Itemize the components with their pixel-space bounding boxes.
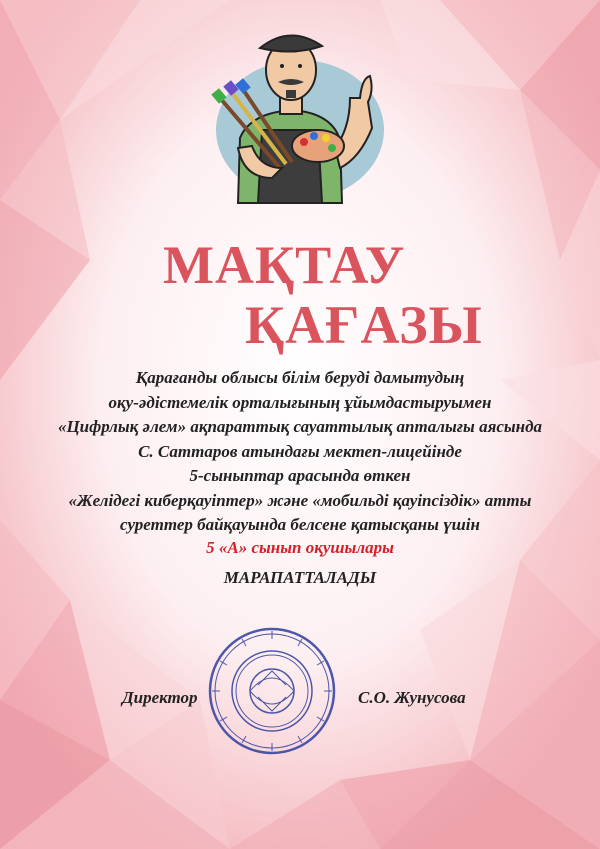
body-line: суреттер байқауында белсене қатысқаны үшін	[120, 515, 480, 534]
official-stamp	[206, 625, 338, 757]
body-line: Қарағанды облысы білім беруді дамытудың	[135, 368, 465, 387]
body-line: «Желідегі киберқауіптер» және «мобильді қауіпсіздік» атты	[68, 490, 532, 510]
body-line: «Цифрлық әлем» ақпараттық сауаттылық апталығы аясында	[57, 417, 543, 436]
body-line: оқу-әдістемелік орталығының ұйымдастыруымен	[108, 392, 492, 412]
award-word: МАРАПАТТАЛАДЫ	[223, 568, 377, 587]
certificate-body	[0, 366, 600, 538]
recipient-name: 5 «А» сынып оқушылары	[206, 538, 394, 557]
signer-name: С.О. Жунусова	[358, 688, 466, 707]
body-line: С. Саттаров атындағы мектеп-лицейінде	[138, 441, 462, 461]
certificate-title-line2: ҚАҒАЗЫ	[245, 295, 483, 355]
body-line: 5-сыныптар арасында өткен	[189, 466, 411, 485]
director-label: Директор	[122, 688, 198, 707]
certificate-title-line1: МАҚТАУ	[163, 235, 406, 295]
artist-illustration	[200, 18, 385, 208]
